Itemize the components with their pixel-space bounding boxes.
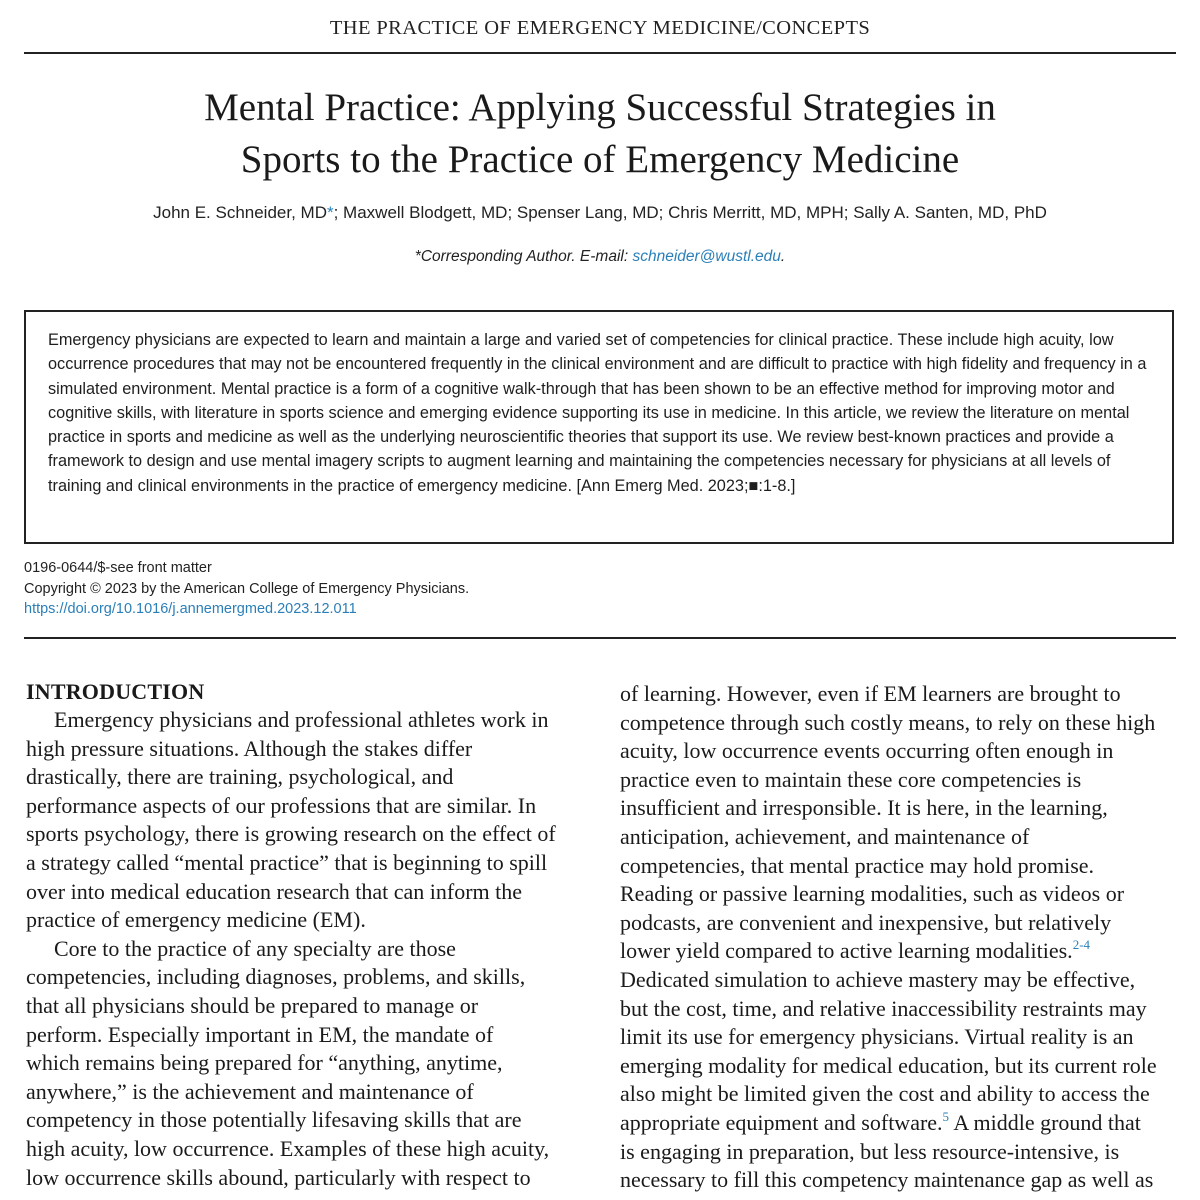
body-line: drastically, there are training, psychological, and: [26, 764, 454, 790]
body-line: Emergency physicians and professional athletes work in: [54, 707, 549, 732]
doi-link[interactable]: https://doi.org/10.1016/j.annemergmed.2023.12.011: [24, 601, 357, 617]
body-line: but the cost, time, and relative inaccessibility restraints may: [620, 995, 1147, 1021]
body-line: practice even to maintain these core competencies is: [620, 766, 1082, 792]
abstract-text: [48, 328, 1150, 498]
article-title: [0, 82, 1200, 186]
body-text: lower yield compared to active learning modalities.: [620, 938, 1073, 964]
body-line: insufficient and irresponsible. It is here, in the learning,: [620, 795, 1108, 821]
abstract-line: to be an effective method for improving motor and cognitive skills, with literature in sports science and emerging evidence supporting: [48, 379, 1115, 422]
copyright-line: Copyright © 2023 by the American College of Emergency Physicians.: [24, 580, 470, 597]
email-link[interactable]: schneider@wustl.edu: [632, 248, 781, 265]
body-line: Reading or passive learning modalities, such as videos or: [620, 881, 1125, 907]
body-line: over into medical education research that can inform the: [26, 878, 523, 904]
body-line: is engaging in preparation, but less resource-intensive, is: [620, 1138, 1120, 1164]
abstract-line: its use in medicine. In this article, we review the literature on mental practice in sports and medicine as well as the underlying: [48, 403, 1130, 447]
reference-link[interactable]: 5: [942, 1108, 950, 1124]
body-line: of learning. However, even if EM learners are brought to: [620, 681, 1121, 706]
body-line: competencies, that mental practice may hold promise.: [620, 852, 1095, 878]
body-line: also might be limited given the cost and ability to access the: [620, 1081, 1150, 1107]
author-rest: ; Maxwell Blodgett, MD; Spenser Lang, MD; Chris Merritt, MD, MPH; Sally A. Santen, MD, PhD: [333, 203, 1047, 222]
body-line-with-ref: [620, 937, 1180, 966]
body-line: which remains being prepared for “anything, anytime,: [26, 1050, 503, 1076]
body-line: competencies, including diagnoses, problems, and skills,: [26, 964, 526, 990]
body-text: A middle ground that: [949, 1109, 1141, 1135]
title-line: Sports to the Practice of Emergency Medicine: [240, 138, 960, 181]
body-line: Core to the practice of any specialty are those: [54, 935, 456, 961]
body-line: acuity, low occurrence events occurring often enough in: [620, 738, 1114, 764]
abstract-line: with high fidelity and frequency in a simulated environment. Mental practice is a form of a cognitive walk-through that has been shown: [48, 355, 1147, 398]
front-matter: [24, 558, 469, 620]
abstract-line: neuroscientific theories that support its use. We review best-known practices and provide a framework to design and use mental: [48, 428, 1114, 471]
author-list: [0, 203, 1200, 223]
body-line: that all physicians should be prepared to manage or: [26, 992, 479, 1018]
abstract-line: imagery scripts to augment learning and maintaining the competencies necessary for physicians at all levels of training and clinical: [48, 452, 1111, 495]
body-line: perform. Especially important in EM, the mandate of: [26, 1021, 494, 1047]
right-column: [620, 680, 1180, 1195]
body-line: anywhere,” is the achievement and maintenance of: [26, 1078, 474, 1104]
body-line: limit its use for emergency physicians. Virtual reality is an: [620, 1024, 1134, 1050]
body-line: performance aspects of our professions that are similar. In: [26, 792, 537, 818]
body-line: low occurrence skills abound, particularly with respect to: [26, 1164, 531, 1190]
section-rule: [24, 637, 1176, 639]
corresponding-end: .: [780, 248, 786, 265]
body-line: competence through such costly means, to rely on these high: [620, 709, 1156, 735]
body-line: anticipation, achievement, and maintenance of: [620, 823, 1030, 849]
issn-line: 0196-0644/$-see front matter: [24, 560, 212, 576]
body-text: appropriate equipment and software.: [620, 1109, 943, 1135]
body-line: podcasts, are convenient and inexpensive, but relatively: [620, 909, 1112, 935]
title-line: Mental Practice: Applying Successful Strategies in: [204, 86, 996, 129]
corresponding-author-link[interactable]: *: [326, 203, 334, 222]
reference-link[interactable]: 2-4: [1072, 937, 1091, 953]
header-rule: [24, 52, 1176, 54]
body-line: Dedicated simulation to achieve mastery may be effective,: [620, 966, 1136, 992]
corresponding-author-note: [0, 248, 1200, 266]
abstract-line: environments in the practice of emergency medicine. [Ann Emerg Med. 2023;■:1-8.]: [191, 476, 796, 495]
body-line-with-ref: [620, 1109, 1180, 1138]
abstract-line: Emergency physicians are expected to learn and maintain a large and varied set of competencies for clinical practice. These include: [48, 331, 999, 349]
body-line: practice of emergency medicine (EM).: [26, 907, 366, 933]
body-line: competency in those potentially lifesaving skills that are: [26, 1107, 522, 1133]
body-line: high acuity, low occurrence. Examples of these high acuity,: [26, 1135, 550, 1161]
abstract-line: high acuity, low occurrence procedures that may not be encountered frequently in the clinical environment and are difficult to practice: [48, 331, 1114, 374]
body-line: sports psychology, there is growing research on the effect of: [26, 821, 556, 847]
body-line: high pressure situations. Although the stakes differ: [26, 735, 473, 761]
author-first: John E. Schneider, MD: [153, 203, 327, 222]
body-line: a strategy called “mental practice” that is beginning to spill: [26, 849, 548, 875]
body-line: emerging modality for medical education, but its current role: [620, 1052, 1157, 1078]
left-column: [26, 678, 586, 1192]
journal-section-header: THE PRACTICE OF EMERGENCY MEDICINE/CONCEPTS: [329, 17, 871, 39]
section-heading: INTRODUCTION: [26, 679, 205, 704]
body-line: necessary to fill this competency maintenance gap as well as: [620, 1167, 1154, 1193]
corresponding-label: *Corresponding Author. E-mail:: [414, 248, 633, 265]
abstract-box: [24, 310, 1174, 544]
